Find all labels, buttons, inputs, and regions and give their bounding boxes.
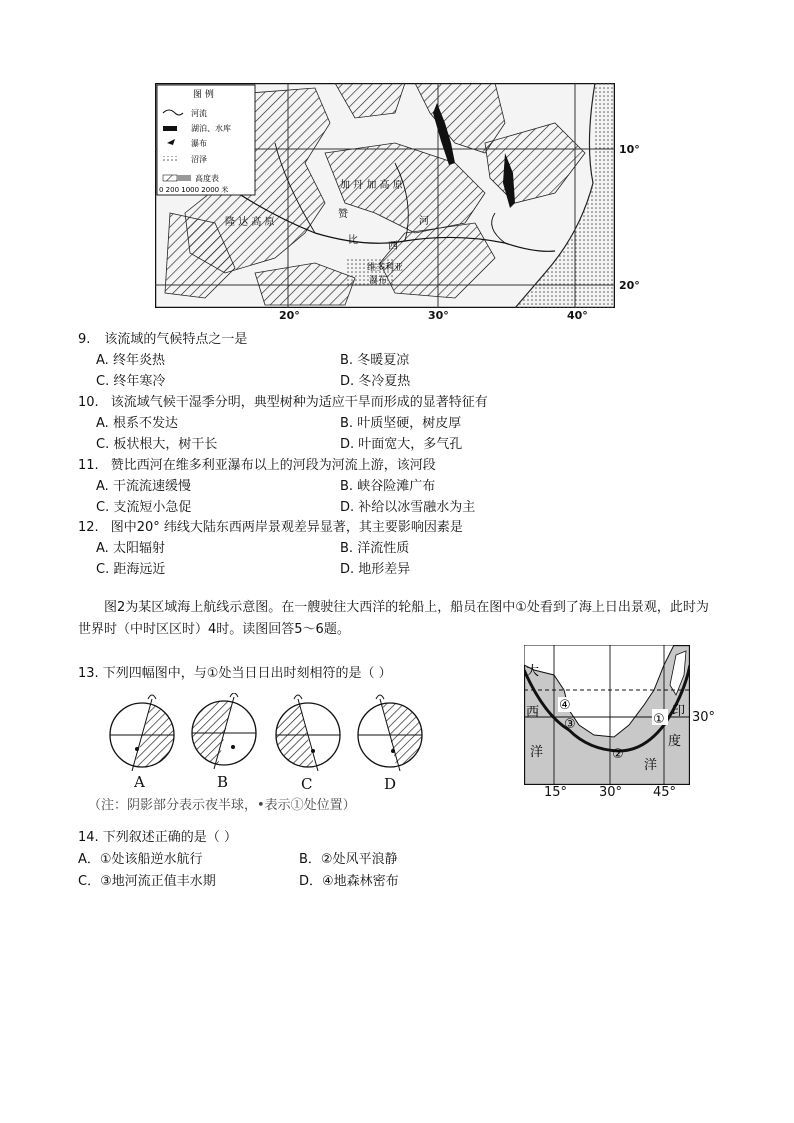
question-10: 10. 该流域气候干湿季分明，典型树种为适应干旱而形成的显著特征有 [78,395,488,410]
q13-note: （注：阴影部分表示夜半球，•表示①处位置） [88,798,356,813]
lon-label-20: 20° [279,309,300,322]
lat-label-20: 20° [619,279,640,292]
point-4: ④ [559,698,571,713]
lon-label-30: 30° [428,309,449,322]
ocean-char-yin: 印 [672,704,686,719]
victoria-label: 维多利亚 [367,263,404,273]
legend-lake: 湖泊、水库 [191,124,231,133]
question-12: 12. 图中20° 纬线大陆东西两岸景观差异显著，其主要影响因素是 [78,520,463,535]
q10-option-d[interactable]: D. 叶面宽大，多气孔 [340,437,463,452]
ocean-char-xi: 西 [526,705,540,720]
globe-c [270,693,340,783]
lon-label-40: 40° [567,309,588,322]
legend-swamp: 沼泽 [191,155,207,164]
falls-label: 瀑布 [369,276,388,286]
q9-option-b[interactable]: B. 冬暖夏凉 [340,353,410,368]
lunda-plateau-label: 隆 达 高 原 [225,217,275,228]
ocean-char-yang2: 洋 [644,758,658,773]
q9-option-a[interactable]: A. 终年炎热 [96,353,165,368]
q9-option-c[interactable]: C. 终年寒冷 [96,374,166,389]
globe-d [358,693,430,783]
katanga-plateau-label: 加 丹 加 高 原 [340,180,403,191]
map2-lon-45: 45° [653,785,677,800]
q10-option-b[interactable]: B. 叶质坚硬，树皮厚 [340,416,462,431]
legend-title: 图 例 [193,90,214,100]
globe-label-d[interactable]: D [384,775,397,793]
q12-option-d[interactable]: D. 地形差异 [340,562,411,577]
sea-route-map [524,645,690,785]
q11-option-c[interactable]: C. 支流短小急促 [96,500,192,515]
ocean-char-da: 大 [526,664,540,679]
legend-elevation: 高度表 [195,174,219,183]
globe-label-a[interactable]: A [134,773,145,791]
q11-option-a[interactable]: A. 干流流速缓慢 [96,479,191,494]
map2-lon-30: 30° [599,785,623,800]
map2-lon-15: 15° [544,785,568,800]
river-label-xi: 西 [388,241,398,252]
zambezi-map-graphic [155,83,615,308]
q14-option-b[interactable]: B．②处风平浪静 [299,852,398,867]
globe-label-c[interactable]: C [301,775,313,793]
point-2: ② [612,747,624,762]
q14-option-a[interactable]: A．①处该船逆水航行 [78,852,203,867]
q12-option-a[interactable]: A. 太阳辐射 [96,541,165,556]
river-label-bi: 比 [348,235,358,246]
question-13: 13. 下列四幅图中，与①处当日日出时刻相符的是（ ） [78,666,392,681]
q11-option-d[interactable]: D. 补给以冰雪融水为主 [340,500,476,515]
q11-option-b[interactable]: B. 峡谷险滩广布 [340,479,436,494]
q12-option-b[interactable]: B. 洋流性质 [340,541,410,556]
q12-option-c[interactable]: C. 距海远近 [96,562,166,577]
question-11: 11. 赞比西河在维多利亚瀑布以上的河段为河流上游，该河段 [78,458,436,473]
lat-label-10: 10° [619,143,640,156]
globe-a [110,693,190,783]
globe-label-b[interactable]: B [217,773,229,791]
river-label-he: 河 [419,216,429,227]
q10-option-c[interactable]: C. 板状根大，树干长 [96,437,218,452]
q10-option-a[interactable]: A. 根系不发达 [96,416,178,431]
question-14: 14. 下列叙述正确的是（ ） [78,830,237,845]
ocean-char-du: 度 [668,734,682,749]
legend-scale-values: 0 200 1000 2000 米 [159,186,229,194]
question-9: 9. 该流域的气候特点之一是 [78,332,248,347]
sea-route-map-graphic [524,645,690,785]
intro-paragraph: 图2为某区域海上航线示意图。在一艘驶往大西洋的轮船上，船员在图中①处看到了海上日出景观，此时为世界时（中时区区时）4时。读图回答5～6题。 [78,600,709,637]
legend-waterfall: 瀑布 [191,139,207,148]
globe-b [180,693,256,783]
ocean-char-yang1: 洋 [530,745,544,760]
point-3: ③ [564,717,576,732]
q14-option-c[interactable]: C．③地河流正值丰水期 [78,874,216,889]
zambezi-map [155,83,615,308]
q14-option-d[interactable]: D．④地森林密布 [299,874,399,889]
map2-lat-30: 30° [692,710,716,725]
legend-river: 河流 [191,109,207,118]
point-1: ① [653,712,665,727]
river-label-zan: 赞 [338,209,348,220]
q9-option-d[interactable]: D. 冬冷夏热 [340,374,411,389]
